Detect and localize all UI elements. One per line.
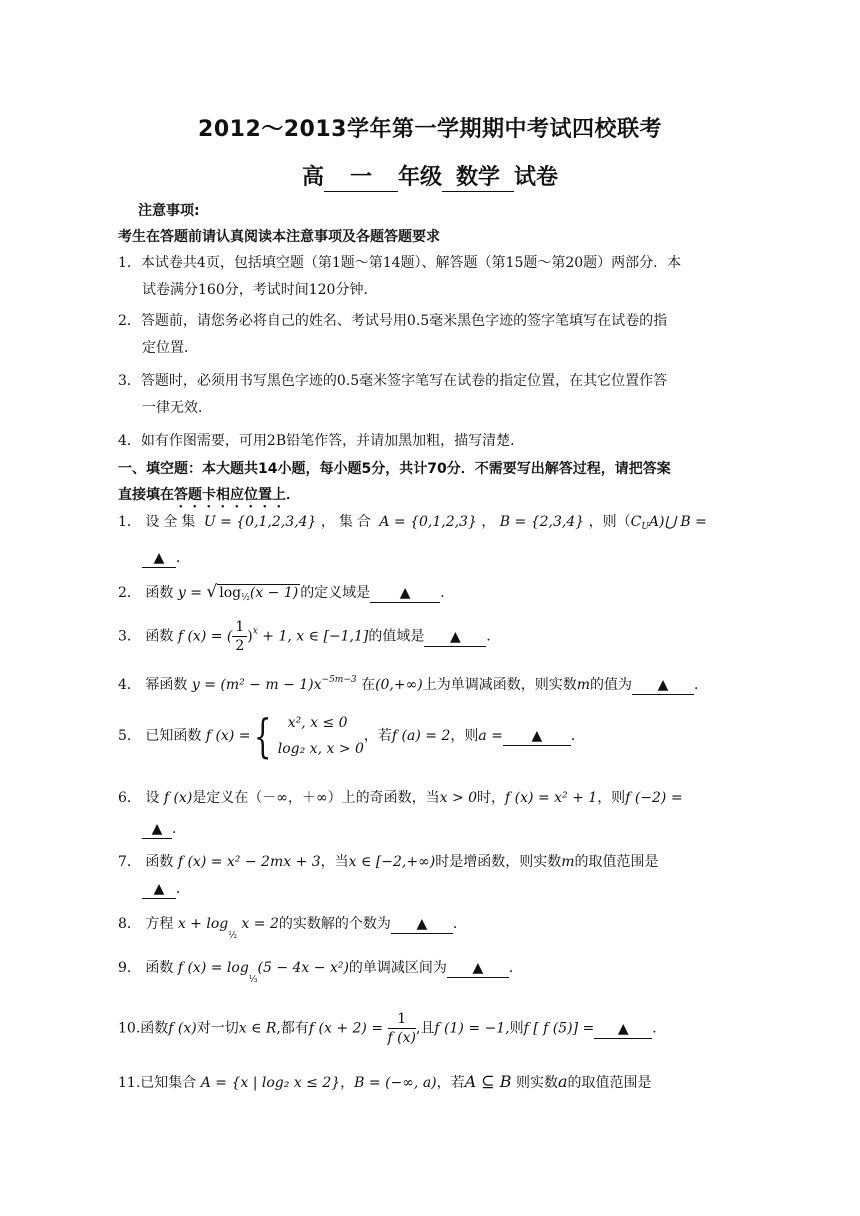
- question-number: 2．: [118, 585, 141, 601]
- fraction: [232, 618, 247, 655]
- notice-line: 2．答题前，请您务必将自己的姓名、考试号用0.5毫米黑色字迹的签字笔填写在试卷的指: [118, 313, 668, 329]
- question-number: 8．: [118, 916, 141, 932]
- question-text: ，集合: [320, 514, 375, 530]
- math-expr: (5 − 4x − x²): [257, 960, 349, 976]
- question-3: 3． 函数 f (x) = ( $\frac{1}{2}$ )$^x$ + 1, x ∈ [−1,1]的值域是 ▲ ．: [118, 619, 501, 654]
- notice-item: [118, 428, 736, 455]
- grade-field: 一: [324, 165, 398, 192]
- notice-heading: 注意事项:: [138, 203, 200, 219]
- question-text: 函数: [145, 585, 174, 601]
- math-expr: f (−2) =: [625, 790, 683, 806]
- answer-mark-icon: ▲: [531, 728, 543, 744]
- math-expr: x > 0: [439, 790, 478, 806]
- question-number: 6．: [118, 790, 141, 806]
- math-expr: B = {2,3,4}: [499, 514, 585, 530]
- math-expr: + 1, x ∈ [−1,1]: [257, 628, 369, 645]
- question-text: 幂函数: [145, 677, 188, 693]
- math-expr: f (x): [163, 790, 193, 806]
- radicand: [217, 584, 300, 601]
- question-text: 的实数解的个数为: [278, 916, 391, 932]
- question-text: 则: [509, 1020, 524, 1037]
- question-text: ，若: [363, 728, 392, 744]
- question-2: 2． 函数 y = √ $\log_{\frac{1}{2}}(x - 1)$ 的定义域是 ▲ ．: [118, 582, 455, 603]
- question-text: 的取值范围是: [574, 854, 659, 870]
- question-text: ，当: [320, 854, 349, 870]
- answer-blank[interactable]: [142, 820, 172, 839]
- notice-line: 3．答题时，必须用书写黑色字迹的0.5毫米签字笔写在试卷的指定位置，在其它位置作答: [118, 373, 668, 389]
- math-expr: A = {0,1,2,3}: [379, 514, 477, 530]
- question-10: 10.函数f (x)对一切x ∈ R,都有f (x + 2) = $\frac{1}{f (x)}$ ,且f (1) = −1,则f [ f (5)] = ▲ ．: [118, 1011, 667, 1046]
- answer-mark-icon: ▲: [153, 881, 165, 897]
- math-expr: A = {x | log₂ x ≤ 2}: [200, 1075, 341, 1091]
- question-text: 函数: [145, 854, 174, 870]
- question-text: 的取值范围是: [567, 1075, 652, 1091]
- fraction-denominator: f (x): [387, 1030, 416, 1046]
- math-expr: x = 2: [236, 916, 279, 932]
- question-text: 设全集: [145, 514, 200, 530]
- math-subscript: ½: [228, 931, 237, 941]
- brace-icon: {: [254, 709, 272, 763]
- math-expr: a =: [478, 728, 503, 744]
- math-expr: m: [561, 854, 575, 870]
- question-text: ，若: [436, 1075, 465, 1091]
- question-1: 1． 设全集 U = {0,1,2,3,4} ，集合 A = {0,1,2,3} ， B = {2,3,4} ，则$(C_UA)⋃$ B = ▲ ．: [118, 514, 707, 566]
- math-expr: A ⊆ B: [464, 1072, 512, 1091]
- answer-mark-icon: ▲: [449, 628, 461, 645]
- notice-line: 4．如有作图需要，可用2B铅笔作答，并请加黑加粗，描写清楚．: [118, 433, 525, 449]
- subtitle-suffix: 试卷: [514, 165, 559, 190]
- math-expr: log₂ x, x > 0: [277, 741, 364, 757]
- question-number: 1．: [118, 514, 141, 530]
- question-number: 5．: [118, 728, 141, 744]
- answer-mark-icon: ▲: [151, 821, 163, 837]
- question-text: 的单调减区间为: [348, 960, 447, 976]
- question-text: 的值为: [590, 677, 633, 693]
- math-expr: f (x + 2) =: [308, 1020, 384, 1037]
- math-superscript: −5m−3: [321, 675, 357, 685]
- notice-line: 试卷满分160分，考试时间120分钟．: [142, 282, 378, 298]
- math-expr: (x − 1): [249, 585, 299, 601]
- answer-mark-icon: ▲: [617, 1020, 629, 1037]
- notice-item: [118, 368, 736, 422]
- math-expr: x + log: [177, 916, 229, 932]
- question-text: 时，: [477, 790, 506, 806]
- answer-blank[interactable]: [370, 584, 440, 603]
- answer-blank[interactable]: [503, 727, 571, 746]
- section-emphasis: 答题卡相应位置上: [174, 487, 286, 503]
- question-4: 4． 幂函数 $y = (m^2 - m - 1)x^{-5m-3}$ 在(0,+∞)上为单调减函数，则实数m的值为 ▲ ．: [118, 675, 709, 693]
- question-text: 对一切: [196, 1020, 239, 1037]
- question-text: ，: [340, 1075, 355, 1091]
- answer-mark-icon: ▲: [657, 677, 669, 693]
- math-expr: y =: [177, 585, 207, 601]
- notice-line: 一律无效．: [142, 400, 212, 416]
- fraction-numerator: 1: [388, 1010, 416, 1029]
- sqrt-icon: √: [206, 582, 218, 602]
- question-number: 10.: [118, 1020, 141, 1037]
- math-expr: f (x) =: [205, 728, 251, 744]
- math-expr: f (x) = x² + 1: [505, 790, 598, 806]
- section-text: 一、填空题：本大题共14小题，每小题5分，共计70分．不需要写出解答过程，请把答案: [118, 461, 671, 477]
- math-expr: x ∈ [−2,+∞): [348, 854, 436, 870]
- question-8: 8． 方程 $x + \log_{\frac{1}{2}} x = 2$的实数解的个数为 ▲ ．: [118, 916, 467, 941]
- math-expr: (0,+∞): [375, 677, 423, 693]
- question-text: ，则: [450, 728, 479, 744]
- math-subscript: ½: [241, 593, 250, 603]
- question-number: 7．: [118, 854, 141, 870]
- math-expr: f (x) = log: [177, 960, 249, 976]
- math-expr: f [ f (5)] =: [523, 1020, 595, 1037]
- exam-subtitle: [0, 160, 860, 192]
- answer-blank[interactable]: [142, 880, 176, 899]
- answer-mark-icon: ▲: [416, 916, 428, 932]
- notice-line: 定位置．: [142, 340, 198, 356]
- piecewise-cases: [278, 710, 364, 762]
- fraction-numerator: 1: [232, 618, 247, 637]
- math-expr: f (x): [168, 1020, 197, 1037]
- question-text: ,且: [415, 1020, 435, 1037]
- answer-blank[interactable]: [594, 1020, 652, 1039]
- question-text: 方程: [145, 916, 174, 932]
- answer-mark-icon: ▲: [399, 585, 411, 601]
- math-subscript: U: [641, 522, 649, 532]
- math-expr: x ∈ R: [238, 1020, 277, 1037]
- math-subscript: ⅓: [248, 975, 258, 985]
- math-expr: C: [630, 514, 642, 530]
- question-text: ,都有: [276, 1020, 309, 1037]
- question-text: ，则（: [588, 514, 631, 530]
- answer-mark-icon: ▲: [472, 960, 484, 976]
- question-number: 3．: [118, 628, 141, 645]
- question-text: 时是增函数，则实数: [435, 854, 562, 870]
- section-text: 直接填在: [118, 487, 174, 503]
- question-text: 的值域是: [368, 628, 425, 645]
- question-text: ，则: [597, 790, 626, 806]
- math-expr: f (x) = (: [177, 628, 233, 645]
- fraction-denominator: 2: [235, 638, 245, 654]
- question-text: 设: [145, 790, 160, 806]
- section-text: ．: [286, 487, 300, 503]
- math-expr: f (a) = 2: [391, 728, 451, 744]
- math-expr: B = (−∞, a): [354, 1075, 437, 1091]
- math-expr: f (x) = x² − 2mx + 3: [177, 854, 321, 870]
- notice-subheading: 考生在答题前请认真阅读本注意事项及各题答题要求: [118, 229, 440, 245]
- question-5: 5． 已知函数 f (x) ={ x², x ≤ 0 log₂ x, x > 0 ，若f (a) = 2，则a = ▲ ．: [118, 709, 585, 763]
- math-expr: A)⋃ B =: [648, 514, 707, 530]
- exam-title: 2012～2013学年第一学期期中考试四校联考: [198, 117, 662, 142]
- question-text: 函数: [145, 628, 174, 645]
- answer-blank[interactable]: [447, 959, 509, 978]
- notice-line: 1．本试卷共4页，包括填空题（第1题～第14题）、解答题（第15题～第20题）两部分．本: [118, 255, 682, 271]
- question-text: 函数: [145, 960, 174, 976]
- answer-blank[interactable]: [424, 628, 486, 647]
- fraction: [388, 1010, 416, 1047]
- math-expr: U = {0,1,2,3,4}: [203, 514, 317, 530]
- question-9: 9． 函数 f $(x) = \log_{\frac{1}{3}}(5 - 4x - x^2)$的单调减区间为 ▲ ．: [118, 960, 523, 985]
- math-expr: m: [576, 677, 591, 693]
- section-fill-in-heading: [118, 456, 738, 511]
- question-text: 在: [361, 677, 376, 693]
- math-expr: y = (m² − m − 1)x: [191, 677, 322, 693]
- answer-blank[interactable]: [142, 549, 176, 568]
- math-superscript: x: [252, 626, 258, 637]
- math-expr: a: [557, 1072, 568, 1091]
- math-expr: f (1) = −1,: [434, 1020, 510, 1037]
- question-7: 7． 函数 f (x) = x² − 2mx + 3，当x ∈ [−2,+∞)时是增函数，则实数m的取值范围是 ▲ ．: [118, 854, 659, 897]
- question-number: 9．: [118, 960, 141, 976]
- subject-field: 数学: [442, 165, 514, 192]
- subtitle-mid: 年级: [397, 165, 442, 190]
- math-expr: x², x ≤ 0: [287, 715, 348, 731]
- question-6: 6． 设 f (x)是定义在（－∞，＋∞）上的奇函数，当x > 0时，f (x) = x² + 1，则f (−2) = ▲ ．: [118, 790, 683, 837]
- question-text: 是定义在（－∞，＋∞）上的奇函数，当: [192, 790, 440, 806]
- question-text: 函数: [140, 1020, 169, 1037]
- question-number: 4．: [118, 677, 141, 693]
- question-text: ，: [481, 514, 496, 530]
- subtitle-prefix: 高: [301, 165, 324, 190]
- question-11: [118, 1070, 738, 1095]
- question-text: 则实数: [515, 1075, 558, 1091]
- math-expr: log: [219, 585, 242, 601]
- answer-blank[interactable]: [391, 915, 453, 934]
- answer-blank[interactable]: [632, 676, 694, 695]
- question-number: 11.: [118, 1075, 141, 1091]
- notice-item: [118, 250, 736, 304]
- answer-mark-icon: ▲: [153, 550, 165, 566]
- question-text: 上为单调减函数，则实数: [422, 677, 577, 693]
- question-text: 已知函数: [145, 728, 202, 744]
- question-text: 已知集合: [140, 1075, 197, 1091]
- question-text: 的定义域是: [300, 585, 371, 601]
- notice-item: [118, 308, 736, 362]
